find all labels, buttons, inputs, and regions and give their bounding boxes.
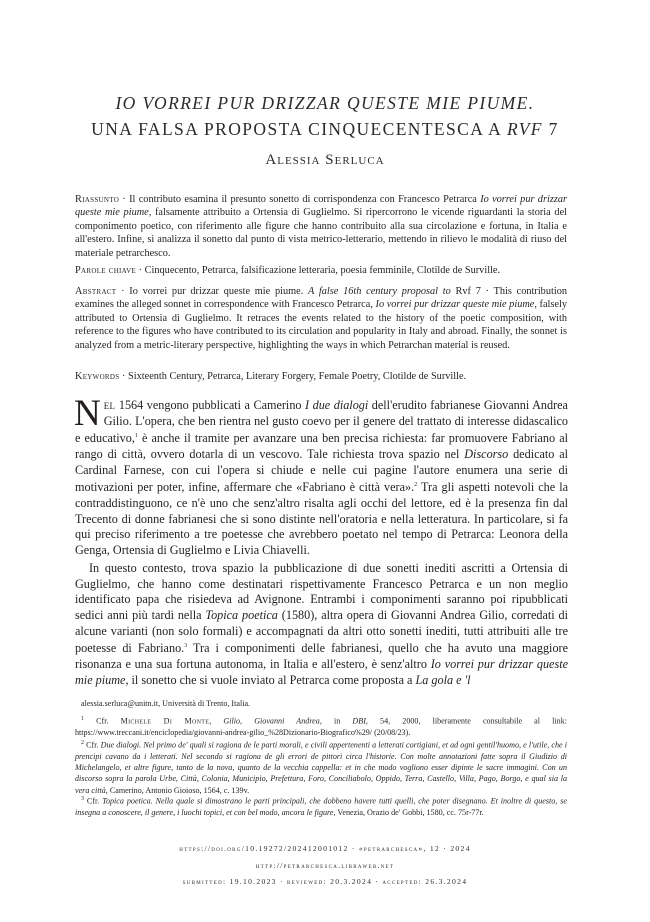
fn1-entry: Gilio, Giovanni Andrea <box>223 716 320 726</box>
body-paragraph-2 <box>75 561 568 688</box>
parole-chiave-text: · Cinquecento, Petrarca, falsificazione letteraria, poesia femminile, Clotilde de Surville. <box>136 265 501 276</box>
keywords-label: Keywords <box>75 371 120 382</box>
fn3-text-b: , Venezia, Orazio de' Gobbi, 1580, cc. 75r-77r. <box>333 807 484 817</box>
fn1-text-b: , <box>209 716 224 726</box>
riassunto-incipit: Io vorrei pur drizzar queste mie piume, <box>75 194 567 219</box>
abstract-text: · Io vorrei pur drizzar queste mie piume. <box>116 286 309 297</box>
footer-doi[interactable]: https://doi.org/10.19272/202412001012 · «petrarchesca», 12 · 2024 <box>179 844 471 853</box>
p1-text-3: è anche il tramite per avanzare una ben precisa richiesta: far promuovere Fabriano al rango di città, ovvero dotarla di un vescovo. Tale richiesta trova spazio nel <box>75 431 568 462</box>
fn1-author: Michele Di Monte <box>120 716 210 726</box>
p2-text-1: In questo contesto, trova spazio la pubblicazione di due sonetti inediti ascritti a Ortensia di Guglielmo, che hanno come destinatari rispettivamente Francesco Petrarca e un non meglio identificato papa che risiedeva ad Avignone. Entrambi i componimenti saranno poi ripubblicati sedici anni più tardi nella <box>75 561 568 622</box>
p1-work-title: I due dialogi <box>305 398 369 412</box>
p1-discorso: Discorso <box>464 447 509 462</box>
fn1-dbi: DBI <box>352 716 366 726</box>
p2-text-4: , il sonetto che si vuole inviato al Petrarca come proposta a <box>125 672 416 687</box>
footnote-3-number: 3 <box>81 796 84 802</box>
fn1-text-a: Cfr. <box>84 716 121 726</box>
fn1-text-c: , in <box>319 716 353 726</box>
fn2-text-b: , Camerino, Antonio Gioioso, 1564, c. 139v. <box>105 785 250 795</box>
fn3-text-a: Cfr. <box>84 796 103 806</box>
footnote-2 <box>75 738 567 796</box>
author-name: Alessia Serluca <box>265 152 385 168</box>
title-line2-rvf: RVF <box>506 119 543 139</box>
p2-incipit: Io vorrei pur drizzar queste mie piume <box>75 657 568 687</box>
title-line2-number: 7 <box>542 119 559 139</box>
footnote-2-number: 2 <box>81 740 84 746</box>
fn2-title: Due dialogi. Nel primo de' quali si ragiona de le parti morali, e civili appertenenti a letterati cortigiani, et ad ogni gentil'huomo, e l'utile, che i prencipi cavano da i letterati. Nel secondo si ragiona de gli errori de pittori circa l'historie. Con molte annotazioni fatte sopra il Giudizio di Michelangelo, et altre figure, tanto de la nova, quanto de la vecchia cappella: et in che modo vogliono esser dipinte le sacre immagini. Con un discorso sopra la parola Urbe, Città, Colonia, Municipio, Prefettura, Foro, Conciliabolo, Oppido, Terra, Castello, Villa, Pago, Borgo, e qual sia la vera città <box>75 740 567 795</box>
p2-text-3: Tra i componimenti delle fabrianesi, quello che ha avuto una maggiore risonanza e una sua fortuna autonoma, in Italia e all'estero, è senz'altro <box>75 641 568 671</box>
footer-dates: submitted: 19.10.2023 · reviewed: 20.3.2024 · accepted: 26.3.2024 <box>182 877 468 886</box>
title-line2-text: UNA FALSA PROPOSTA CINQUECENTESCA A <box>91 119 507 139</box>
fn1-text-d: , 54, 2000, liberamente consultabile al link: https://www.treccani.it/enciclopedia/giovanni-andrea-gilio_%28Dizionario-Biografico%29/ (20/08/23). <box>75 716 567 737</box>
fn3-title: Topica poetica. Nella quale si dimostrano le parti principali, che dobbeno havere tutti quelli, che poter disegnano. Et inoltre di questo, se insegna a conoscere, il genere, i luochi topici, et con bel modo, ancora le figure <box>75 796 567 817</box>
abstract-label: Abstract <box>75 286 117 297</box>
abstract <box>75 285 567 352</box>
footnote-ref-1[interactable]: 1 <box>134 433 138 440</box>
parole-chiave <box>75 264 567 277</box>
p1-text-1: 1564 vengono pubblicati a Camerino <box>115 398 306 412</box>
article-title-line1: IO VORREI PUR DRIZZAR QUESTE MIE PIUME. <box>115 93 535 113</box>
parole-chiave-label: Parole chiave <box>75 265 137 276</box>
footnote-3 <box>75 794 567 818</box>
abstract-text-2: Rvf 7 · This contribution examines the alleged sonnet in correspondence with Francesco Petrarca, <box>75 286 567 311</box>
p2-text-2: (1580), altra opera di Giovanni Andrea Gilio, corredati di alcune varianti (non solo formali) e accompagnati da altri otto sonetti inediti, tutti attribuiti alle tre poetesse di Fabriano. <box>75 607 568 656</box>
p1-text-2: dell'erudito fabrianese Giovanni Andrea Gilio. L'opera, che ben rientra nel gusto coevo per il genere del trattato di interesse didascalico e educativo, <box>75 398 568 446</box>
author-affiliation: alessia.serluca@unitn.it, Università di Trento, Italia. <box>81 699 251 708</box>
p2-incipit-2: La gola e 'l <box>415 672 471 687</box>
footnote-ref-2[interactable]: 2 <box>414 482 418 489</box>
p1-text-4: dedicato al Cardinal Farnese, con cui l'opera si chiude e nelle cui pagine l'autore enumera una serie di motivazioni per poter, infine, affermare che «Fabriano è città vera». <box>75 447 568 495</box>
body-paragraph-1 <box>74 393 569 559</box>
p1-text-5: Tra gli aspetti notevoli che la contraddistinguono, ce n'è uno che senz'altro risalta agli occhi del lettore, ed è la presenza fin dal Trecento di donne fabrianesi che si sono distinte nell'oratoria e nella letteratura. In particolare, si fa qui preciso riferimento a tre poetesse che avrebbero poetato nel tempo di Petrarca: Leonora della Genga, Ortensia di Guglielmo e Livia Chiavelli. <box>75 480 569 558</box>
riassunto-label: Riassunto <box>75 194 120 205</box>
riassunto-text-2: falsamente attribuito a Ortensia di Guglielmo. Si ripercorrono le vicende riguardanti la storia del componimento poetico, con riferimento alle figure che hanno contribuito alla sua circolazione e fortuna, in Italia e all'estero. Infine, si analizza il sonetto dal punto di vista metrico-letterario, mettendo in rilievo le modalità di riuso del materiale petrarchesco. <box>75 207 568 259</box>
keywords-text: · Sixteenth Century, Petrarca, Literary Forgery, Female Poetry, Clotilde de Surville. <box>119 371 467 382</box>
footnote-1-number: 1 <box>81 716 84 722</box>
riassunto <box>75 193 567 260</box>
footer-url[interactable]: http://petrarchesca.libraweb.net <box>255 861 395 870</box>
fn2-text-a: Cfr. <box>84 740 101 750</box>
riassunto-text: · Il contributo esamina il presunto sonetto di corrispondenza con Francesco Petrarca <box>119 194 481 205</box>
keywords <box>75 370 567 383</box>
lead-in: el <box>103 398 116 412</box>
abstract-text-3: , falsely attributed to Ortensia di Guglielmo. It retraces the events related to the history of the poetic composition, with reference to the figures who have contributed to its circulation and popularity in Italy and abroad. Finally, the sonnet is analyzed from a metric-literary perspective, highlighting the ways in which Petrarchan material is reused. <box>75 299 567 351</box>
footnote-1 <box>75 714 567 738</box>
abstract-incipit: Io vorrei pur drizzar queste mie piume <box>375 299 535 311</box>
p2-topica: Topica poetica <box>205 607 278 622</box>
footnote-ref-3[interactable]: 3 <box>184 643 188 650</box>
abstract-title-em: A false 16th century proposal to <box>308 286 451 297</box>
drop-cap: N <box>74 393 101 434</box>
article-title-line2 <box>0 119 650 140</box>
